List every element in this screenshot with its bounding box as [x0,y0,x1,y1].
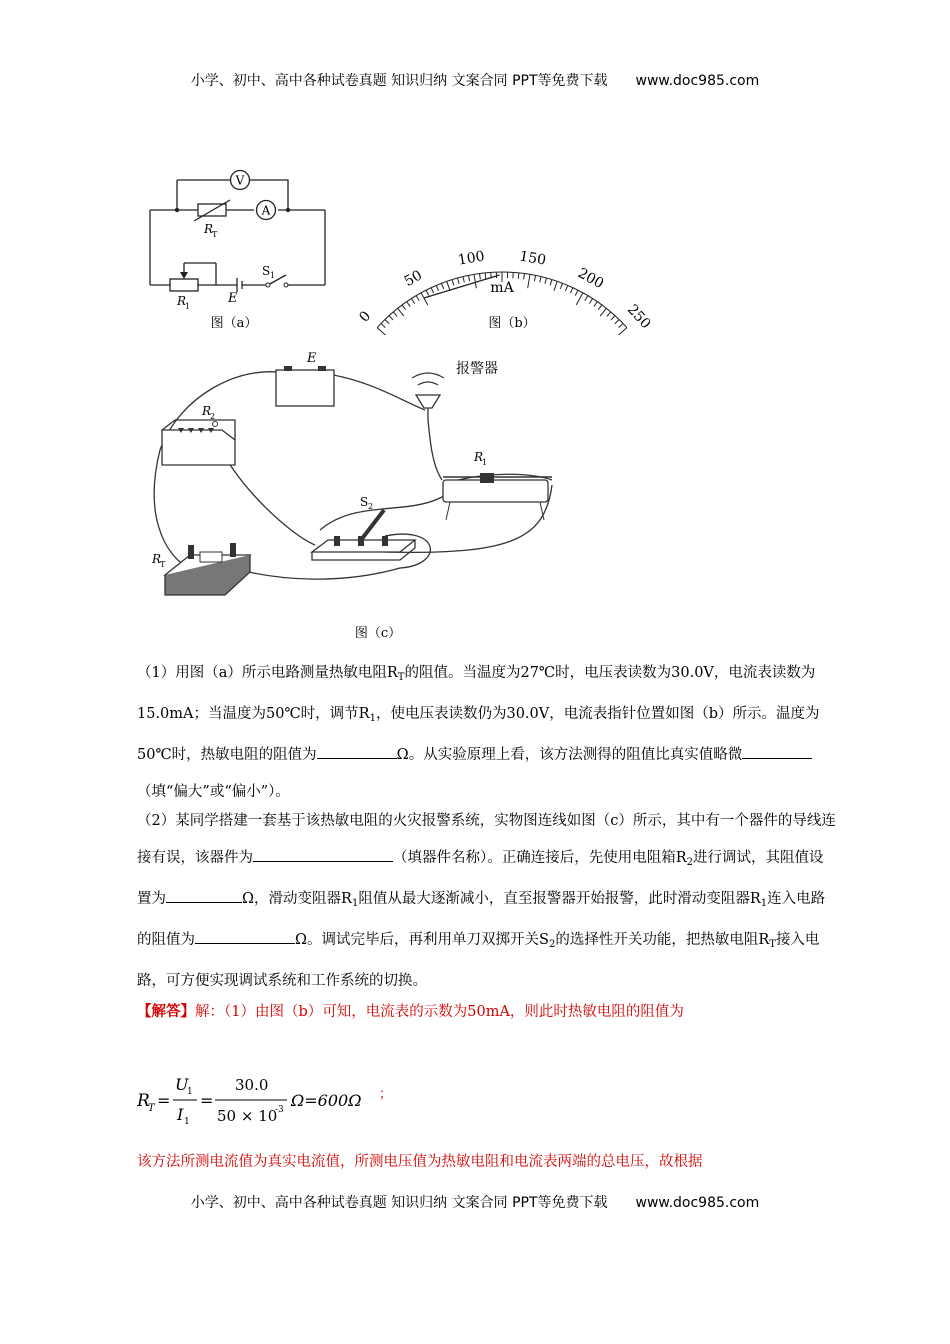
header-text: 小学、初中、高中各种试卷真题 知识归纳 文案合同 PPT等免费下载 [190,73,608,89]
meter-tick [598,305,602,310]
figure-c-wiring [140,340,590,645]
q1-text-c: 的阻值。当温度为27℃时，电压表读数为30.0V，电流表读数为15.0mA；当温度为50℃时，调节R [137,665,816,722]
meter-tick [528,274,530,288]
q2-text-j: Ω。调试完毕后，再利用单刀双掷开关S [295,932,549,948]
q1-text-f: Ω。从实验原理上看，该方法测得的阻值比真实值略微 [396,747,743,763]
meter-tick [594,302,597,307]
meter-tick [485,273,486,279]
q2-text-l: 的选择性开关功能，把热敏电阻R [555,932,770,948]
meter-tick [611,316,615,320]
meter-tick [416,296,419,301]
ammeter-label: A [261,203,271,218]
meter-scale-label: 250 [623,301,654,333]
meter-tick [600,308,606,316]
q2-text-d: 进行调试，其阻值设置为 [137,850,824,907]
page-footer [0,1192,950,1212]
q2-text-e: Ω，滑动变阻器R [242,891,352,907]
meter-tick [619,323,623,327]
meter-tick [560,283,562,289]
s1-sub: 1 [270,271,276,280]
meter-tick [616,328,626,335]
battery [276,366,334,406]
formula-num-sub: 1 [187,1087,193,1097]
q2-sub-2b: 2 [548,939,556,950]
formula-num: U [175,1075,189,1094]
rheostat [443,473,552,520]
voltmeter-label: V [235,173,245,188]
meter-tick [540,277,541,283]
meter-tick [474,274,476,288]
meter-tick [480,274,481,280]
formula-den2-exp: -3 [275,1105,284,1115]
s2-label: S [360,495,369,509]
q1-sub-1: 1 [369,713,376,724]
r1-sub-c: 1 [482,458,488,467]
q2-text-a: （2）某同学搭建一套基于该热敏电阻的火灾报警系统，实物图连线如图（c）所示，其中有一个器件的导线连接有误，该器件为 [137,813,836,866]
answer-intro [137,993,837,1031]
meter-tick [524,274,525,280]
answer-cont-text: 该方法所测电流值为真实电流值，所测电压值为热敏电阻和电流表两端的总电压，故根据 [137,1154,703,1170]
battery-label: E [307,351,317,366]
meter-tick [463,277,464,283]
rt-label-c: R [152,552,162,566]
meter-tick [607,312,611,317]
thermistor-block [165,543,250,595]
meter-tick [421,293,428,305]
meter-tick [447,281,450,290]
r2-sub: 2 [210,412,216,421]
answer-blank-4[interactable] [166,886,242,903]
formula-eq-1: = [157,1091,171,1110]
e-label: E [228,291,238,306]
knife-switch [312,510,415,560]
meter-tick [426,290,429,295]
answer-text: 解：（1）由图（b）可知，电流表的示数为50mA，则此时热敏电阻的阻值为 [195,1004,684,1020]
q1-sub-t: T [397,672,405,683]
meter-tick [585,296,588,301]
meter-tick [518,273,519,279]
q2-sub-1b: 1 [760,898,768,909]
figure-b-ammeter [330,140,670,335]
answer-formula [137,1072,397,1134]
q2-sub-1a: 1 [351,898,359,909]
meter-tick [565,285,567,291]
meter-tick [441,283,443,289]
meter-tick [457,278,459,284]
r1-label: R [177,294,187,308]
alarm-speaker [412,373,444,420]
meter-tick [570,288,573,293]
formula-den: I [177,1105,184,1124]
figure-c-caption: 图（c） [354,626,402,641]
meter-needle [424,275,500,298]
figure-a-caption: 图（a） [210,316,258,331]
meter-tick [589,299,592,304]
s1-label: S [262,264,271,278]
meter-tick [385,319,389,323]
r1-sub: 1 [185,302,191,311]
meter-scale-label: 50 [401,267,426,291]
question-1 [137,655,837,811]
meter-scale-label: 100 [456,248,486,269]
q2-sub-t2: T [769,939,776,950]
meter-scale-label: 0 [356,308,375,326]
meter-tick [402,305,406,310]
meter-tick [381,323,385,327]
meter-tick [389,316,393,320]
footer-text: 小学、初中、高中各种试卷真题 知识归纳 文案合同 PPT等免费下载 [190,1195,608,1211]
meter-tick [377,328,387,335]
formula-tail: Ω=600Ω [291,1091,362,1110]
answer-blank-2[interactable] [742,742,812,759]
formula-punct: ； [379,1087,393,1102]
formula-num2: 30.0 [235,1076,269,1094]
question-2 [137,803,837,1000]
meter-tick [452,280,454,286]
answer-blank-5[interactable] [195,927,295,944]
answer-blank-1[interactable] [317,742,397,759]
meter-tick [411,299,414,304]
meter-tick [575,290,578,295]
meter-tick [407,302,410,307]
alarm-label: 报警器 [456,361,498,377]
meter-tick [534,275,535,281]
r2-label: R [202,404,212,418]
q2-text-n: 接入电路，可方便实现调试系统和工作系统的切换。 [137,932,820,989]
figure-a-circuit [140,165,340,335]
meter-scale-label: 150 [518,248,548,269]
s2-sub: 2 [368,502,374,511]
q2-sub-2: 2 [686,857,694,868]
formula-lhs: R [137,1091,150,1111]
q1-text-g: （填“偏大”或“偏小”）。 [137,784,290,800]
meter-unit: mA [490,280,514,296]
formula-den-sub: 1 [184,1117,190,1127]
meter-scale-label: 200 [575,265,607,293]
meter-tick [393,312,397,317]
header-url: www.doc985.com [635,73,760,89]
meter-tick [468,275,469,281]
q2-text-g: 阻值从最大逐渐减小，直至报警器开始报警，此时滑动变阻器R [358,891,761,907]
answer-continuation [137,1144,837,1181]
formula-eq-2: = [200,1091,214,1110]
page-header [0,70,950,90]
meter-tick [550,280,552,286]
meter-tick [554,281,557,290]
answer-blank-3[interactable] [253,845,393,862]
rt-sub: T [212,230,218,239]
formula-den2: 50 × 10 [217,1107,278,1125]
footer-url: www.doc985.com [635,1195,760,1211]
rt-label: R [204,222,214,236]
meter-tick [398,308,404,316]
meter-tick [436,285,438,291]
meter-tick [431,288,434,293]
q2-text-i: 连入电路的阻值为 [137,891,826,948]
meter-tick [615,319,619,323]
answer-tag: 【解答】 [137,1003,195,1020]
resistance-box [162,420,235,465]
figure-b-caption: 图（b） [488,316,536,331]
q1-text-a: （1）用图（a）所示电路测量热敏电阻R [137,665,398,681]
q1-text-e: ，使电压表读数仍为30.0V，电流表指针位置如图（b）所示。温度为50℃时，热敏电阻的阻值为 [137,706,820,763]
q2-text-b: （填器件名称）。正确连接后，先使用电阻箱R [393,850,687,866]
meter-tick [545,278,547,284]
r1-label-c: R [474,450,484,464]
formula-lhs-sub: T [148,1103,155,1114]
rt-sub-c: T [160,560,166,569]
meter-tick [576,293,583,305]
